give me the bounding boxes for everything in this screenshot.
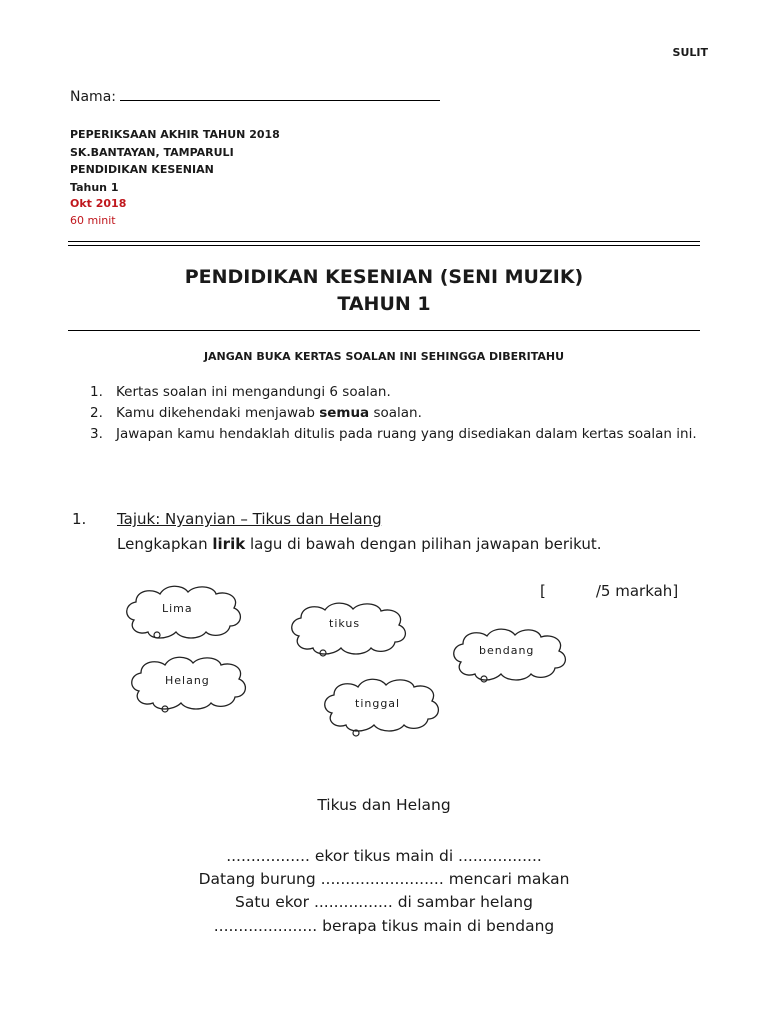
paper-year: TAHUN 1 (337, 293, 431, 315)
question-instruction: Lengkapkan lirik lagu di bawah dengan pilihan jawapan berikut. (117, 535, 602, 553)
subject-name: PENDIDIKAN KESENIAN (70, 163, 214, 176)
instruction-item: 1. Kertas soalan ini mengandungi 6 soalan. (90, 384, 391, 400)
emphasis-semua: semua (319, 405, 370, 421)
instruction-item: 3. Jawapan kamu hendaklah ditulis pada ruang yang disediakan dalam kertas soalan ini. (90, 426, 697, 442)
exam-date: Okt 2018 (70, 197, 127, 210)
lyric-line-2[interactable]: Datang burung ......................... mencari makan (198, 870, 570, 888)
option-cloud-bendang[interactable] (449, 626, 569, 686)
option-label: bendang (479, 644, 535, 657)
sulit-label: SULIT (672, 46, 708, 59)
name-field[interactable] (70, 88, 440, 105)
name-label: Nama: (70, 89, 116, 105)
option-cloud-helang[interactable] (127, 654, 251, 716)
school-name: SK.BANTAYAN, TAMPARULI (70, 146, 234, 159)
year-level: Tahun 1 (70, 181, 119, 194)
option-label: tinggal (355, 697, 401, 710)
option-cloud-lima[interactable] (120, 582, 246, 646)
warning-notice: JANGAN BUKA KERTAS SOALAN INI SEHINGGA DIBERITAHU (203, 350, 565, 363)
double-divider (68, 241, 700, 246)
exam-title: PEPERIKSAAN AKHIR TAHUN 2018 (70, 128, 280, 141)
marks-allocation: [ /5 markah] (540, 582, 679, 600)
question-topic: Tajuk: Nyanyian – Tikus dan Helang (117, 510, 382, 528)
lyric-line-3[interactable]: Satu ekor ................ di sambar helang (235, 893, 533, 911)
instructions-list (90, 382, 710, 445)
song-title: Tikus dan Helang (317, 796, 451, 814)
instruction-item: 2. Kamu dikehendaki menjawab semua soalan. (90, 405, 422, 421)
option-cloud-tikus[interactable] (287, 600, 409, 660)
title-divider (68, 330, 700, 331)
name-blank-line[interactable] (120, 88, 440, 101)
question-number: 1. (72, 510, 87, 528)
option-cloud-tinggal[interactable] (320, 676, 442, 738)
lyric-line-1[interactable]: ................. ekor tikus main di ................. (226, 847, 542, 865)
option-label: Helang (165, 674, 210, 687)
option-label: tikus (329, 617, 361, 630)
option-label: Lima (162, 602, 193, 615)
lyric-line-4[interactable]: ..................... berapa tikus main di bendang (213, 917, 555, 935)
exam-duration: 60 minit (70, 214, 116, 227)
emphasis-lirik: lirik (212, 535, 246, 553)
cloud-icon (287, 600, 409, 660)
paper-title: PENDIDIKAN KESENIAN (SENI MUZIK) (184, 266, 584, 288)
